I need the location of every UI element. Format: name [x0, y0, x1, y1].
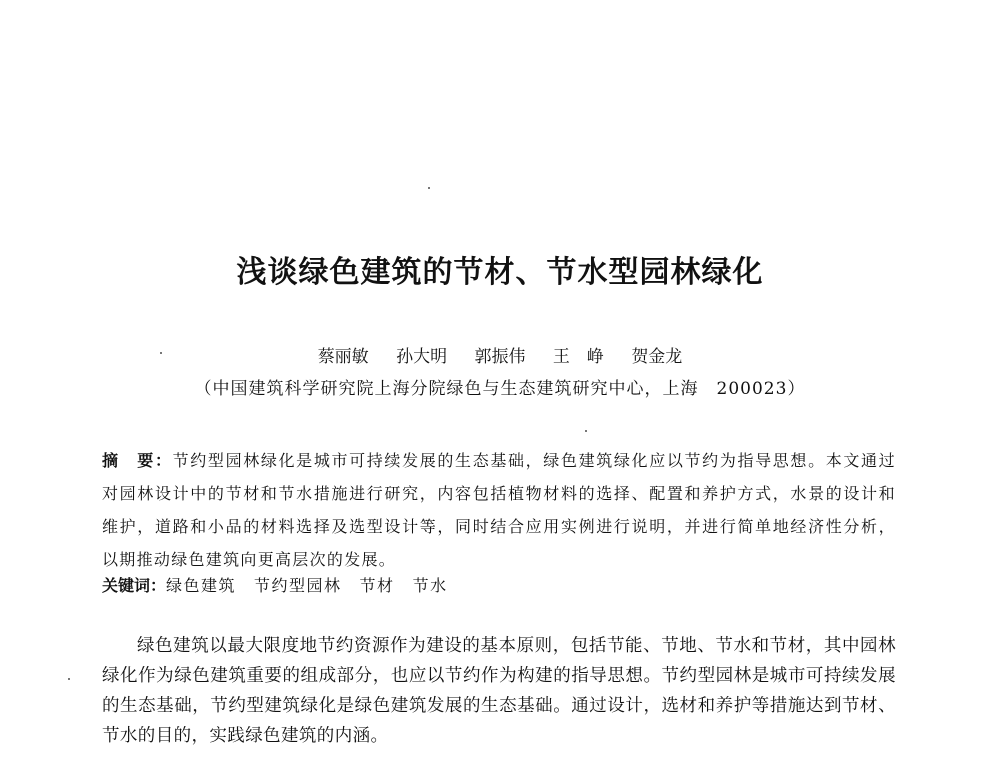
author-name: 蔡丽敏 [317, 347, 369, 367]
abstract-text: 节约型园林绿化是城市可持续发展的生态基础，绿色建筑绿化应以节约为指导思想。本文通过对园林设计中的节材和节水措施进行研究，内容包括植物材料的选择、配置和养护方式，水景的设计和维护，道路和小品的材料选择及选型设计等，同时结合应用实例进行说明，并进行简单地经济性分析，以期推动绿色建筑向更高层次的发展。 [102, 451, 896, 569]
keywords-label: 关键词： [102, 576, 167, 595]
scan-speck [585, 430, 587, 432]
scan-speck [428, 187, 430, 189]
author-affiliation: （中国建筑科学研究院上海分院绿色与生态建筑研究中心，上海 200023） [194, 379, 806, 399]
keyword: 节材 [359, 576, 395, 595]
scan-speck [68, 678, 70, 680]
keyword: 节水 [412, 576, 448, 595]
author-list [0, 342, 1000, 367]
author-name: 孙大明 [396, 347, 448, 367]
keywords [102, 574, 896, 598]
keyword: 节约型园林 [254, 576, 342, 595]
paper-title: 浅谈绿色建筑的节材、节水型园林绿化 [236, 255, 764, 290]
author-name: 贺金龙 [631, 347, 683, 367]
body-paragraph: 绿色建筑以最大限度地节约资源作为建设的基本原则，包括节能、节地、节水和节材，其中园林绿化作为绿色建筑重要的组成部分，也应以节约作为构建的指导思想。节约型园林是城市可持续发展的生态基础，节约型建筑绿化是绿色建筑发展的生态基础。通过设计，选材和养护等措施达到节材、节水的目的，实践绿色建筑的内涵。 [102, 636, 896, 746]
author-name: 郭振伟 [474, 347, 526, 367]
scan-speck [160, 352, 162, 354]
abstract [102, 444, 896, 576]
keyword: 绿色建筑 [166, 576, 237, 595]
abstract-label: 摘 要： [102, 451, 173, 470]
author-name: 王 峥 [552, 347, 604, 367]
